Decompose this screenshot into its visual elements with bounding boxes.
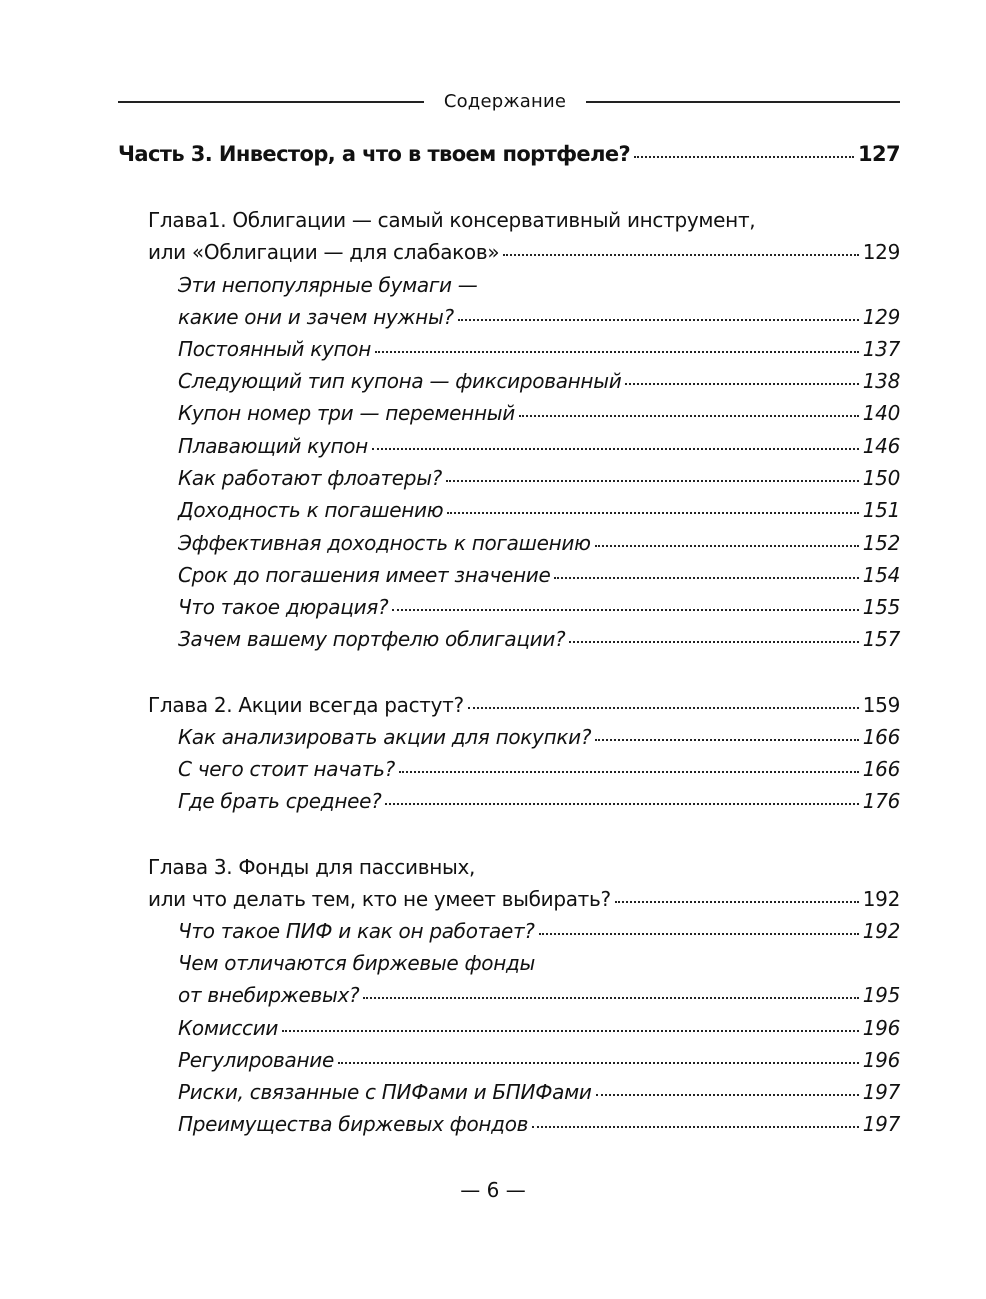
toc-section[interactable] — [178, 498, 900, 522]
dot-leader — [634, 156, 854, 158]
toc-label: Как анализировать акции для покупки? — [178, 725, 592, 749]
toc-page: 166 — [862, 757, 900, 781]
toc-label: Что такое ПИФ и как он работает? — [178, 919, 535, 943]
toc-page: 137 — [862, 337, 900, 361]
dot-leader — [569, 641, 858, 643]
running-head — [118, 88, 900, 116]
running-head-title: Содержание — [443, 91, 567, 112]
toc-chapter-3[interactable] — [148, 887, 900, 911]
toc-label: или что делать тем, кто не умеет выбирать? — [148, 887, 611, 911]
page-number: — 6 — — [460, 1178, 526, 1202]
toc-label: Часть 3. Инвестор, а что в твоем портфеле? — [118, 142, 631, 166]
dot-leader — [596, 1094, 859, 1096]
dot-leader — [519, 415, 859, 417]
toc-section[interactable] — [178, 725, 900, 749]
toc-section[interactable] — [178, 595, 900, 619]
toc-page: 155 — [862, 595, 900, 619]
toc-section-line-1[interactable] — [178, 273, 900, 297]
toc-section[interactable] — [178, 983, 900, 1007]
toc-page: 192 — [862, 887, 900, 911]
toc-section[interactable] — [178, 563, 900, 587]
dot-leader — [615, 901, 859, 903]
toc-section[interactable] — [178, 434, 900, 458]
dot-leader — [282, 1030, 859, 1032]
toc-section[interactable] — [178, 919, 900, 943]
toc-section[interactable] — [178, 337, 900, 361]
dot-leader — [625, 383, 858, 385]
toc-section[interactable] — [178, 757, 900, 781]
toc-section[interactable] — [178, 1048, 900, 1072]
toc-label: или «Облигации — для слабаков» — [148, 240, 500, 264]
dot-leader — [446, 480, 859, 482]
toc-section[interactable] — [178, 531, 900, 555]
toc-page: 196 — [862, 1048, 900, 1072]
toc-page: 152 — [862, 531, 900, 555]
toc-part-3[interactable] — [118, 142, 900, 166]
toc-section[interactable] — [178, 1080, 900, 1104]
toc-label: какие они и зачем нужны? — [178, 305, 454, 329]
toc-chapter-1-line-1[interactable] — [148, 208, 900, 232]
toc-page: 150 — [862, 466, 900, 490]
toc-label: Следующий тип купона — фиксированный — [178, 369, 622, 393]
toc-label: Глава 2. Акции всегда растут? — [148, 693, 464, 717]
toc-page: 195 — [862, 983, 900, 1007]
dot-leader — [468, 707, 859, 709]
toc-page: 140 — [862, 401, 900, 425]
toc-label: С чего стоит начать? — [178, 757, 395, 781]
toc-page: 154 — [862, 563, 900, 587]
dot-leader — [458, 319, 859, 321]
toc-label: Чем отличаются биржевые фонды — [178, 951, 535, 975]
toc-chapter-3-line-1[interactable] — [148, 855, 900, 879]
toc-label: Купон номер три — переменный — [178, 401, 515, 425]
toc-label: Преимущества биржевых фондов — [178, 1112, 529, 1136]
header-rule-left — [118, 101, 424, 103]
toc-page: 197 — [862, 1112, 900, 1136]
dot-leader — [595, 545, 859, 547]
toc-page: 197 — [862, 1080, 900, 1104]
dot-leader — [363, 997, 858, 999]
toc-label: Доходность к погашению — [178, 498, 444, 522]
toc-section[interactable] — [178, 789, 900, 813]
dot-leader — [554, 577, 858, 579]
header-rule-right — [586, 101, 900, 103]
toc-section[interactable] — [178, 627, 900, 651]
toc-label: Плавающий купон — [178, 434, 368, 458]
toc-chapter-2[interactable] — [148, 693, 900, 717]
toc-page: 159 — [862, 693, 900, 717]
toc-section[interactable] — [178, 1016, 900, 1040]
dot-leader — [447, 512, 858, 514]
toc-page: 151 — [862, 498, 900, 522]
dot-leader — [385, 803, 858, 805]
toc-label: Эффективная доходность к погашению — [178, 531, 591, 555]
toc-page: 138 — [862, 369, 900, 393]
dot-leader — [375, 351, 859, 353]
toc-section-line-1[interactable] — [178, 951, 900, 975]
dot-leader — [503, 254, 858, 256]
toc-label: от внебиржевых? — [178, 983, 360, 1007]
toc-label: Постоянный купон — [178, 337, 371, 361]
toc-page: 146 — [862, 434, 900, 458]
toc-page: 129 — [862, 305, 900, 329]
toc-label: Что такое дюрация? — [178, 595, 389, 619]
dot-leader — [372, 448, 859, 450]
toc-chapter-1[interactable] — [148, 240, 900, 264]
toc-page: 196 — [862, 1016, 900, 1040]
toc-label: Как работают флоатеры? — [178, 466, 442, 490]
toc-page: 129 — [862, 240, 900, 264]
toc-page: 192 — [862, 919, 900, 943]
toc-section[interactable] — [178, 305, 900, 329]
dot-leader — [532, 1126, 859, 1128]
toc-label: Где брать среднее? — [178, 789, 382, 813]
toc-label: Зачем вашему портфелю облигации? — [178, 627, 566, 651]
toc-section[interactable] — [178, 466, 900, 490]
dot-leader — [399, 771, 859, 773]
toc-label: Риски, связанные с ПИФами и БПИФами — [178, 1080, 592, 1104]
toc-label: Регулирование — [178, 1048, 334, 1072]
toc-label: Срок до погашения имеет значение — [178, 563, 551, 587]
dot-leader — [595, 739, 859, 741]
toc-page: 166 — [862, 725, 900, 749]
toc-label: Глава1. Облигации — самый консервативный инструмент, — [148, 208, 756, 232]
dot-leader — [392, 609, 858, 611]
toc-section[interactable] — [178, 1112, 900, 1136]
dot-leader — [338, 1062, 859, 1064]
toc-page: 127 — [857, 142, 900, 166]
toc-section[interactable] — [178, 369, 900, 393]
toc-page: 157 — [862, 627, 900, 651]
toc-label: Глава 3. Фонды для пассивных, — [148, 855, 476, 879]
toc-page: 176 — [862, 789, 900, 813]
toc-label: Эти непопулярные бумаги — — [178, 273, 478, 297]
dot-leader — [539, 933, 859, 935]
toc-section[interactable] — [178, 401, 900, 425]
toc-label: Комиссии — [178, 1016, 279, 1040]
